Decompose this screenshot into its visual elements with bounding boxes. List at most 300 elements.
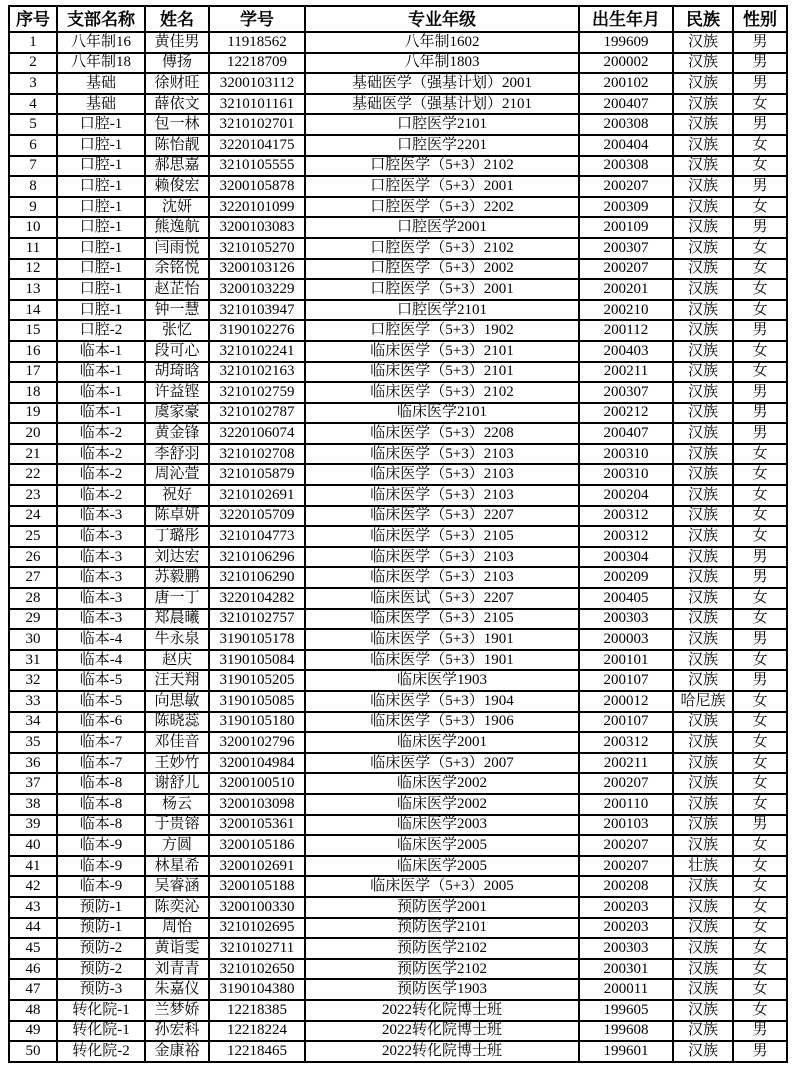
cell-ethnicity: 汉族 xyxy=(673,959,733,980)
cell-index: 36 xyxy=(9,753,57,774)
cell-gender: 男 xyxy=(733,423,787,444)
cell-branch: 八年制16 xyxy=(57,32,145,53)
cell-student-id: 3200103112 xyxy=(209,73,305,94)
cell-student-id: 3200104984 xyxy=(209,753,305,774)
cell-birth-date: 200209 xyxy=(579,567,673,588)
cell-ethnicity: 汉族 xyxy=(673,197,733,218)
cell-birth-date: 200307 xyxy=(579,238,673,259)
cell-major-grade: 临床医学（5+3）2007 xyxy=(305,753,579,774)
cell-name: 黄诣雯 xyxy=(145,938,209,959)
cell-gender: 女 xyxy=(733,712,787,733)
cell-student-id: 3210105270 xyxy=(209,238,305,259)
cell-branch: 临本-1 xyxy=(57,403,145,424)
cell-branch: 转化院-1 xyxy=(57,1000,145,1021)
cell-branch: 口腔-1 xyxy=(57,135,145,156)
table-row xyxy=(9,362,787,383)
cell-name: 赖俊宏 xyxy=(145,176,209,197)
cell-gender: 女 xyxy=(733,773,787,794)
cell-major-grade: 2022转化院博士班 xyxy=(305,1021,579,1042)
cell-birth-date: 200312 xyxy=(579,506,673,527)
cell-name: 刘青青 xyxy=(145,959,209,980)
table-row xyxy=(9,959,787,980)
cell-index: 2 xyxy=(9,53,57,74)
cell-major-grade: 临床医学2005 xyxy=(305,835,579,856)
cell-gender: 女 xyxy=(733,938,787,959)
cell-major-grade: 临床医学（5+3）2103 xyxy=(305,464,579,485)
table-row xyxy=(9,300,787,321)
cell-gender: 女 xyxy=(733,259,787,280)
cell-branch: 口腔-1 xyxy=(57,259,145,280)
cell-gender: 男 xyxy=(733,320,787,341)
cell-student-id: 3200100330 xyxy=(209,897,305,918)
cell-index: 8 xyxy=(9,176,57,197)
cell-gender: 男 xyxy=(733,32,787,53)
cell-branch: 临本-3 xyxy=(57,526,145,547)
cell-branch: 临本-4 xyxy=(57,629,145,650)
cell-major-grade: 口腔医学（5+3）2202 xyxy=(305,197,579,218)
cell-student-id: 3200105361 xyxy=(209,815,305,836)
cell-index: 20 xyxy=(9,423,57,444)
cell-name: 刘达宏 xyxy=(145,547,209,568)
table-row xyxy=(9,547,787,568)
cell-branch: 基础 xyxy=(57,94,145,115)
cell-major-grade: 口腔医学（5+3）2002 xyxy=(305,259,579,280)
cell-gender: 女 xyxy=(733,1000,787,1021)
column-header-name: 姓名 xyxy=(145,6,209,32)
cell-student-id: 3210102241 xyxy=(209,341,305,362)
cell-student-id: 3210101161 xyxy=(209,94,305,115)
cell-student-id: 3210102691 xyxy=(209,485,305,506)
cell-birth-date: 200211 xyxy=(579,753,673,774)
cell-major-grade: 临床医学（5+3）1901 xyxy=(305,650,579,671)
cell-index: 22 xyxy=(9,464,57,485)
table-row xyxy=(9,341,787,362)
cell-birth-date: 200304 xyxy=(579,547,673,568)
cell-ethnicity: 汉族 xyxy=(673,835,733,856)
column-header-ethnicity: 民族 xyxy=(673,6,733,32)
cell-student-id: 3210106296 xyxy=(209,547,305,568)
cell-major-grade: 临床医学2101 xyxy=(305,403,579,424)
cell-branch: 临本-1 xyxy=(57,362,145,383)
cell-branch: 临本-5 xyxy=(57,691,145,712)
cell-ethnicity: 汉族 xyxy=(673,897,733,918)
table-row xyxy=(9,156,787,177)
cell-name: 陈奕沁 xyxy=(145,897,209,918)
cell-major-grade: 临床医学（5+3）2103 xyxy=(305,444,579,465)
cell-gender: 女 xyxy=(733,197,787,218)
cell-gender: 女 xyxy=(733,753,787,774)
cell-branch: 临本-1 xyxy=(57,341,145,362)
cell-ethnicity: 汉族 xyxy=(673,506,733,527)
cell-name: 汪天翔 xyxy=(145,670,209,691)
cell-birth-date: 200312 xyxy=(579,526,673,547)
table-row xyxy=(9,650,787,671)
cell-student-id: 3190105084 xyxy=(209,650,305,671)
cell-student-id: 3190104380 xyxy=(209,979,305,1000)
cell-student-id: 3220105709 xyxy=(209,506,305,527)
cell-student-id: 3200105188 xyxy=(209,876,305,897)
cell-student-id: 3190105178 xyxy=(209,629,305,650)
cell-name: 王妙竹 xyxy=(145,753,209,774)
cell-name: 傅扬 xyxy=(145,53,209,74)
cell-birth-date: 200312 xyxy=(579,732,673,753)
cell-gender: 男 xyxy=(733,114,787,135)
cell-gender: 女 xyxy=(733,526,787,547)
cell-gender: 男 xyxy=(733,176,787,197)
cell-gender: 男 xyxy=(733,547,787,568)
header-row xyxy=(9,6,787,32)
cell-gender: 女 xyxy=(733,588,787,609)
cell-birth-date: 200109 xyxy=(579,217,673,238)
table-row xyxy=(9,567,787,588)
cell-student-id: 3210104773 xyxy=(209,526,305,547)
cell-ethnicity: 汉族 xyxy=(673,588,733,609)
cell-branch: 临本-7 xyxy=(57,753,145,774)
cell-major-grade: 口腔医学（5+3）2102 xyxy=(305,156,579,177)
table-row xyxy=(9,382,787,403)
cell-branch: 临本-3 xyxy=(57,547,145,568)
cell-birth-date: 200404 xyxy=(579,135,673,156)
cell-name: 陈卓妍 xyxy=(145,506,209,527)
cell-branch: 转化院-1 xyxy=(57,1021,145,1042)
cell-major-grade: 临床医学2002 xyxy=(305,794,579,815)
cell-ethnicity: 汉族 xyxy=(673,979,733,1000)
cell-index: 6 xyxy=(9,135,57,156)
cell-ethnicity: 汉族 xyxy=(673,609,733,630)
cell-branch: 临本-3 xyxy=(57,609,145,630)
cell-major-grade: 临床医学1903 xyxy=(305,670,579,691)
cell-birth-date: 200405 xyxy=(579,588,673,609)
cell-name: 郝思嘉 xyxy=(145,156,209,177)
cell-index: 10 xyxy=(9,217,57,238)
cell-ethnicity: 汉族 xyxy=(673,73,733,94)
cell-gender: 女 xyxy=(733,650,787,671)
cell-ethnicity: 汉族 xyxy=(673,629,733,650)
table-row xyxy=(9,73,787,94)
cell-name: 闫雨悦 xyxy=(145,238,209,259)
cell-major-grade: 口腔医学（5+3）2001 xyxy=(305,279,579,300)
cell-birth-date: 200308 xyxy=(579,156,673,177)
cell-name: 钟一慧 xyxy=(145,300,209,321)
table-row xyxy=(9,918,787,939)
cell-major-grade: 临床医学（5+3）2208 xyxy=(305,423,579,444)
cell-student-id: 3210103947 xyxy=(209,300,305,321)
cell-birth-date: 200310 xyxy=(579,444,673,465)
cell-major-grade: 临床医学2005 xyxy=(305,856,579,877)
cell-name: 牛永泉 xyxy=(145,629,209,650)
cell-birth-date: 200309 xyxy=(579,197,673,218)
cell-ethnicity: 汉族 xyxy=(673,918,733,939)
cell-major-grade: 八年制1803 xyxy=(305,53,579,74)
cell-ethnicity: 汉族 xyxy=(673,238,733,259)
cell-name: 薛依文 xyxy=(145,94,209,115)
cell-branch: 预防-2 xyxy=(57,938,145,959)
cell-name: 孙宏科 xyxy=(145,1021,209,1042)
column-header-branch: 支部名称 xyxy=(57,6,145,32)
cell-birth-date: 200211 xyxy=(579,362,673,383)
cell-name: 段可心 xyxy=(145,341,209,362)
cell-birth-date: 200101 xyxy=(579,650,673,671)
cell-branch: 口腔-2 xyxy=(57,320,145,341)
cell-index: 31 xyxy=(9,650,57,671)
cell-student-id: 3220104282 xyxy=(209,588,305,609)
cell-name: 朱嘉仪 xyxy=(145,979,209,1000)
cell-gender: 男 xyxy=(733,567,787,588)
cell-major-grade: 基础医学（强基计划）2101 xyxy=(305,94,579,115)
cell-index: 4 xyxy=(9,94,57,115)
cell-ethnicity: 汉族 xyxy=(673,464,733,485)
table-row xyxy=(9,423,787,444)
cell-name: 金康裕 xyxy=(145,1041,209,1062)
cell-name: 于贵镕 xyxy=(145,815,209,836)
cell-index: 1 xyxy=(9,32,57,53)
cell-branch: 临本-4 xyxy=(57,650,145,671)
cell-birth-date: 200407 xyxy=(579,423,673,444)
cell-gender: 女 xyxy=(733,94,787,115)
cell-major-grade: 口腔医学2101 xyxy=(305,114,579,135)
cell-branch: 口腔-1 xyxy=(57,238,145,259)
table-row xyxy=(9,403,787,424)
cell-index: 7 xyxy=(9,156,57,177)
cell-gender: 男 xyxy=(733,403,787,424)
cell-branch: 基础 xyxy=(57,73,145,94)
cell-ethnicity: 汉族 xyxy=(673,712,733,733)
cell-gender: 女 xyxy=(733,835,787,856)
cell-major-grade: 临床医学（5+3）2207 xyxy=(305,506,579,527)
table-row xyxy=(9,506,787,527)
cell-ethnicity: 汉族 xyxy=(673,547,733,568)
cell-ethnicity: 汉族 xyxy=(673,176,733,197)
cell-birth-date: 200207 xyxy=(579,856,673,877)
cell-ethnicity: 汉族 xyxy=(673,526,733,547)
cell-major-grade: 口腔医学2201 xyxy=(305,135,579,156)
cell-birth-date: 200011 xyxy=(579,979,673,1000)
table-row xyxy=(9,238,787,259)
cell-major-grade: 口腔医学2001 xyxy=(305,217,579,238)
cell-branch: 口腔-1 xyxy=(57,279,145,300)
table-body xyxy=(9,32,787,1062)
cell-major-grade: 临床医学（5+3）2103 xyxy=(305,485,579,506)
cell-gender: 女 xyxy=(733,156,787,177)
cell-index: 19 xyxy=(9,403,57,424)
cell-gender: 女 xyxy=(733,732,787,753)
cell-major-grade: 临床医学（5+3）2102 xyxy=(305,382,579,403)
table-header xyxy=(9,6,787,32)
cell-ethnicity: 汉族 xyxy=(673,279,733,300)
cell-student-id: 3190105085 xyxy=(209,691,305,712)
cell-index: 44 xyxy=(9,918,57,939)
cell-student-id: 3210102757 xyxy=(209,609,305,630)
cell-ethnicity: 汉族 xyxy=(673,485,733,506)
cell-major-grade: 临床医学（5+3）1904 xyxy=(305,691,579,712)
cell-ethnicity: 汉族 xyxy=(673,794,733,815)
cell-ethnicity: 汉族 xyxy=(673,773,733,794)
cell-major-grade: 临床医学（5+3）2105 xyxy=(305,609,579,630)
cell-ethnicity: 汉族 xyxy=(673,650,733,671)
cell-major-grade: 八年制1602 xyxy=(305,32,579,53)
table-row xyxy=(9,773,787,794)
cell-ethnicity: 壮族 xyxy=(673,856,733,877)
cell-branch: 口腔-1 xyxy=(57,217,145,238)
cell-ethnicity: 哈尼族 xyxy=(673,691,733,712)
column-header-student-id: 学号 xyxy=(209,6,305,32)
table-row xyxy=(9,114,787,135)
cell-ethnicity: 汉族 xyxy=(673,403,733,424)
cell-name: 黄佳男 xyxy=(145,32,209,53)
cell-student-id: 3210102163 xyxy=(209,362,305,383)
cell-major-grade: 预防医学1903 xyxy=(305,979,579,1000)
table-row xyxy=(9,464,787,485)
table-row xyxy=(9,279,787,300)
cell-index: 18 xyxy=(9,382,57,403)
cell-student-id: 3200102796 xyxy=(209,732,305,753)
cell-index: 37 xyxy=(9,773,57,794)
cell-birth-date: 200112 xyxy=(579,320,673,341)
cell-branch: 口腔-1 xyxy=(57,156,145,177)
cell-student-id: 3200102691 xyxy=(209,856,305,877)
cell-name: 林星希 xyxy=(145,856,209,877)
cell-student-id: 3210102650 xyxy=(209,959,305,980)
table-row xyxy=(9,609,787,630)
cell-branch: 临本-2 xyxy=(57,485,145,506)
column-header-index: 序号 xyxy=(9,6,57,32)
cell-student-id: 3190105180 xyxy=(209,712,305,733)
cell-student-id: 3210106290 xyxy=(209,567,305,588)
cell-name: 张忆 xyxy=(145,320,209,341)
cell-index: 46 xyxy=(9,959,57,980)
cell-major-grade: 预防医学2102 xyxy=(305,938,579,959)
cell-major-grade: 临床医学（5+3）2101 xyxy=(305,362,579,383)
table-row xyxy=(9,712,787,733)
cell-major-grade: 临床医学（5+3）1906 xyxy=(305,712,579,733)
table-row xyxy=(9,794,787,815)
cell-branch: 临本-9 xyxy=(57,856,145,877)
cell-index: 32 xyxy=(9,670,57,691)
cell-major-grade: 口腔医学（5+3）2102 xyxy=(305,238,579,259)
table-row xyxy=(9,835,787,856)
student-roster-table xyxy=(8,5,788,1063)
table-row xyxy=(9,444,787,465)
cell-major-grade: 临床医学2002 xyxy=(305,773,579,794)
cell-branch: 临本-5 xyxy=(57,670,145,691)
cell-index: 43 xyxy=(9,897,57,918)
cell-ethnicity: 汉族 xyxy=(673,300,733,321)
cell-gender: 女 xyxy=(733,794,787,815)
cell-birth-date: 200203 xyxy=(579,918,673,939)
cell-index: 34 xyxy=(9,712,57,733)
cell-birth-date: 199609 xyxy=(579,32,673,53)
cell-gender: 女 xyxy=(733,979,787,1000)
cell-gender: 男 xyxy=(733,73,787,94)
cell-gender: 女 xyxy=(733,856,787,877)
cell-gender: 女 xyxy=(733,506,787,527)
cell-branch: 转化院-2 xyxy=(57,1041,145,1062)
cell-name: 胡琦晗 xyxy=(145,362,209,383)
cell-name: 苏毅鹏 xyxy=(145,567,209,588)
cell-branch: 预防-3 xyxy=(57,979,145,1000)
cell-major-grade: 预防医学2101 xyxy=(305,918,579,939)
cell-gender: 女 xyxy=(733,341,787,362)
cell-student-id: 3190102276 xyxy=(209,320,305,341)
cell-name: 李舒羽 xyxy=(145,444,209,465)
cell-index: 26 xyxy=(9,547,57,568)
cell-name: 吴睿涵 xyxy=(145,876,209,897)
cell-major-grade: 临床医学（5+3）2103 xyxy=(305,567,579,588)
cell-gender: 女 xyxy=(733,897,787,918)
cell-birth-date: 200110 xyxy=(579,794,673,815)
cell-branch: 临本-2 xyxy=(57,464,145,485)
cell-index: 9 xyxy=(9,197,57,218)
cell-gender: 女 xyxy=(733,362,787,383)
cell-birth-date: 200212 xyxy=(579,403,673,424)
table-row xyxy=(9,1021,787,1042)
table-row xyxy=(9,32,787,53)
table-row xyxy=(9,1000,787,1021)
cell-birth-date: 200407 xyxy=(579,94,673,115)
cell-major-grade: 临床医学2003 xyxy=(305,815,579,836)
cell-major-grade: 2022转化院博士班 xyxy=(305,1000,579,1021)
cell-ethnicity: 汉族 xyxy=(673,156,733,177)
table-row xyxy=(9,691,787,712)
cell-index: 50 xyxy=(9,1041,57,1062)
table-row xyxy=(9,815,787,836)
cell-branch: 临本-3 xyxy=(57,506,145,527)
cell-birth-date: 199605 xyxy=(579,1000,673,1021)
cell-birth-date: 200210 xyxy=(579,300,673,321)
cell-birth-date: 200107 xyxy=(579,670,673,691)
table-row xyxy=(9,938,787,959)
cell-birth-date: 200307 xyxy=(579,382,673,403)
column-header-major-grade: 专业年级 xyxy=(305,6,579,32)
cell-name: 周怡 xyxy=(145,918,209,939)
cell-ethnicity: 汉族 xyxy=(673,1000,733,1021)
cell-branch: 临本-8 xyxy=(57,794,145,815)
cell-name: 赵庆 xyxy=(145,650,209,671)
table-row xyxy=(9,897,787,918)
cell-gender: 女 xyxy=(733,279,787,300)
cell-index: 30 xyxy=(9,629,57,650)
cell-gender: 女 xyxy=(733,135,787,156)
cell-student-id: 12218709 xyxy=(209,53,305,74)
cell-ethnicity: 汉族 xyxy=(673,135,733,156)
cell-major-grade: 基础医学（强基计划）2001 xyxy=(305,73,579,94)
cell-student-id: 3210102708 xyxy=(209,444,305,465)
table-row xyxy=(9,94,787,115)
cell-student-id: 3200103229 xyxy=(209,279,305,300)
cell-ethnicity: 汉族 xyxy=(673,382,733,403)
cell-index: 5 xyxy=(9,114,57,135)
cell-birth-date: 200012 xyxy=(579,691,673,712)
cell-branch: 八年制18 xyxy=(57,53,145,74)
cell-ethnicity: 汉族 xyxy=(673,362,733,383)
cell-student-id: 12218224 xyxy=(209,1021,305,1042)
cell-student-id: 3210102695 xyxy=(209,918,305,939)
cell-birth-date: 200002 xyxy=(579,53,673,74)
cell-student-id: 3220106074 xyxy=(209,423,305,444)
cell-name: 虞家豪 xyxy=(145,403,209,424)
cell-ethnicity: 汉族 xyxy=(673,114,733,135)
cell-name: 徐财旺 xyxy=(145,73,209,94)
cell-index: 38 xyxy=(9,794,57,815)
cell-index: 27 xyxy=(9,567,57,588)
cell-gender: 男 xyxy=(733,815,787,836)
cell-branch: 临本-8 xyxy=(57,773,145,794)
cell-branch: 口腔-1 xyxy=(57,114,145,135)
cell-major-grade: 临床医学（5+3）2103 xyxy=(305,547,579,568)
cell-ethnicity: 汉族 xyxy=(673,876,733,897)
cell-birth-date: 200207 xyxy=(579,773,673,794)
cell-birth-date: 200203 xyxy=(579,897,673,918)
